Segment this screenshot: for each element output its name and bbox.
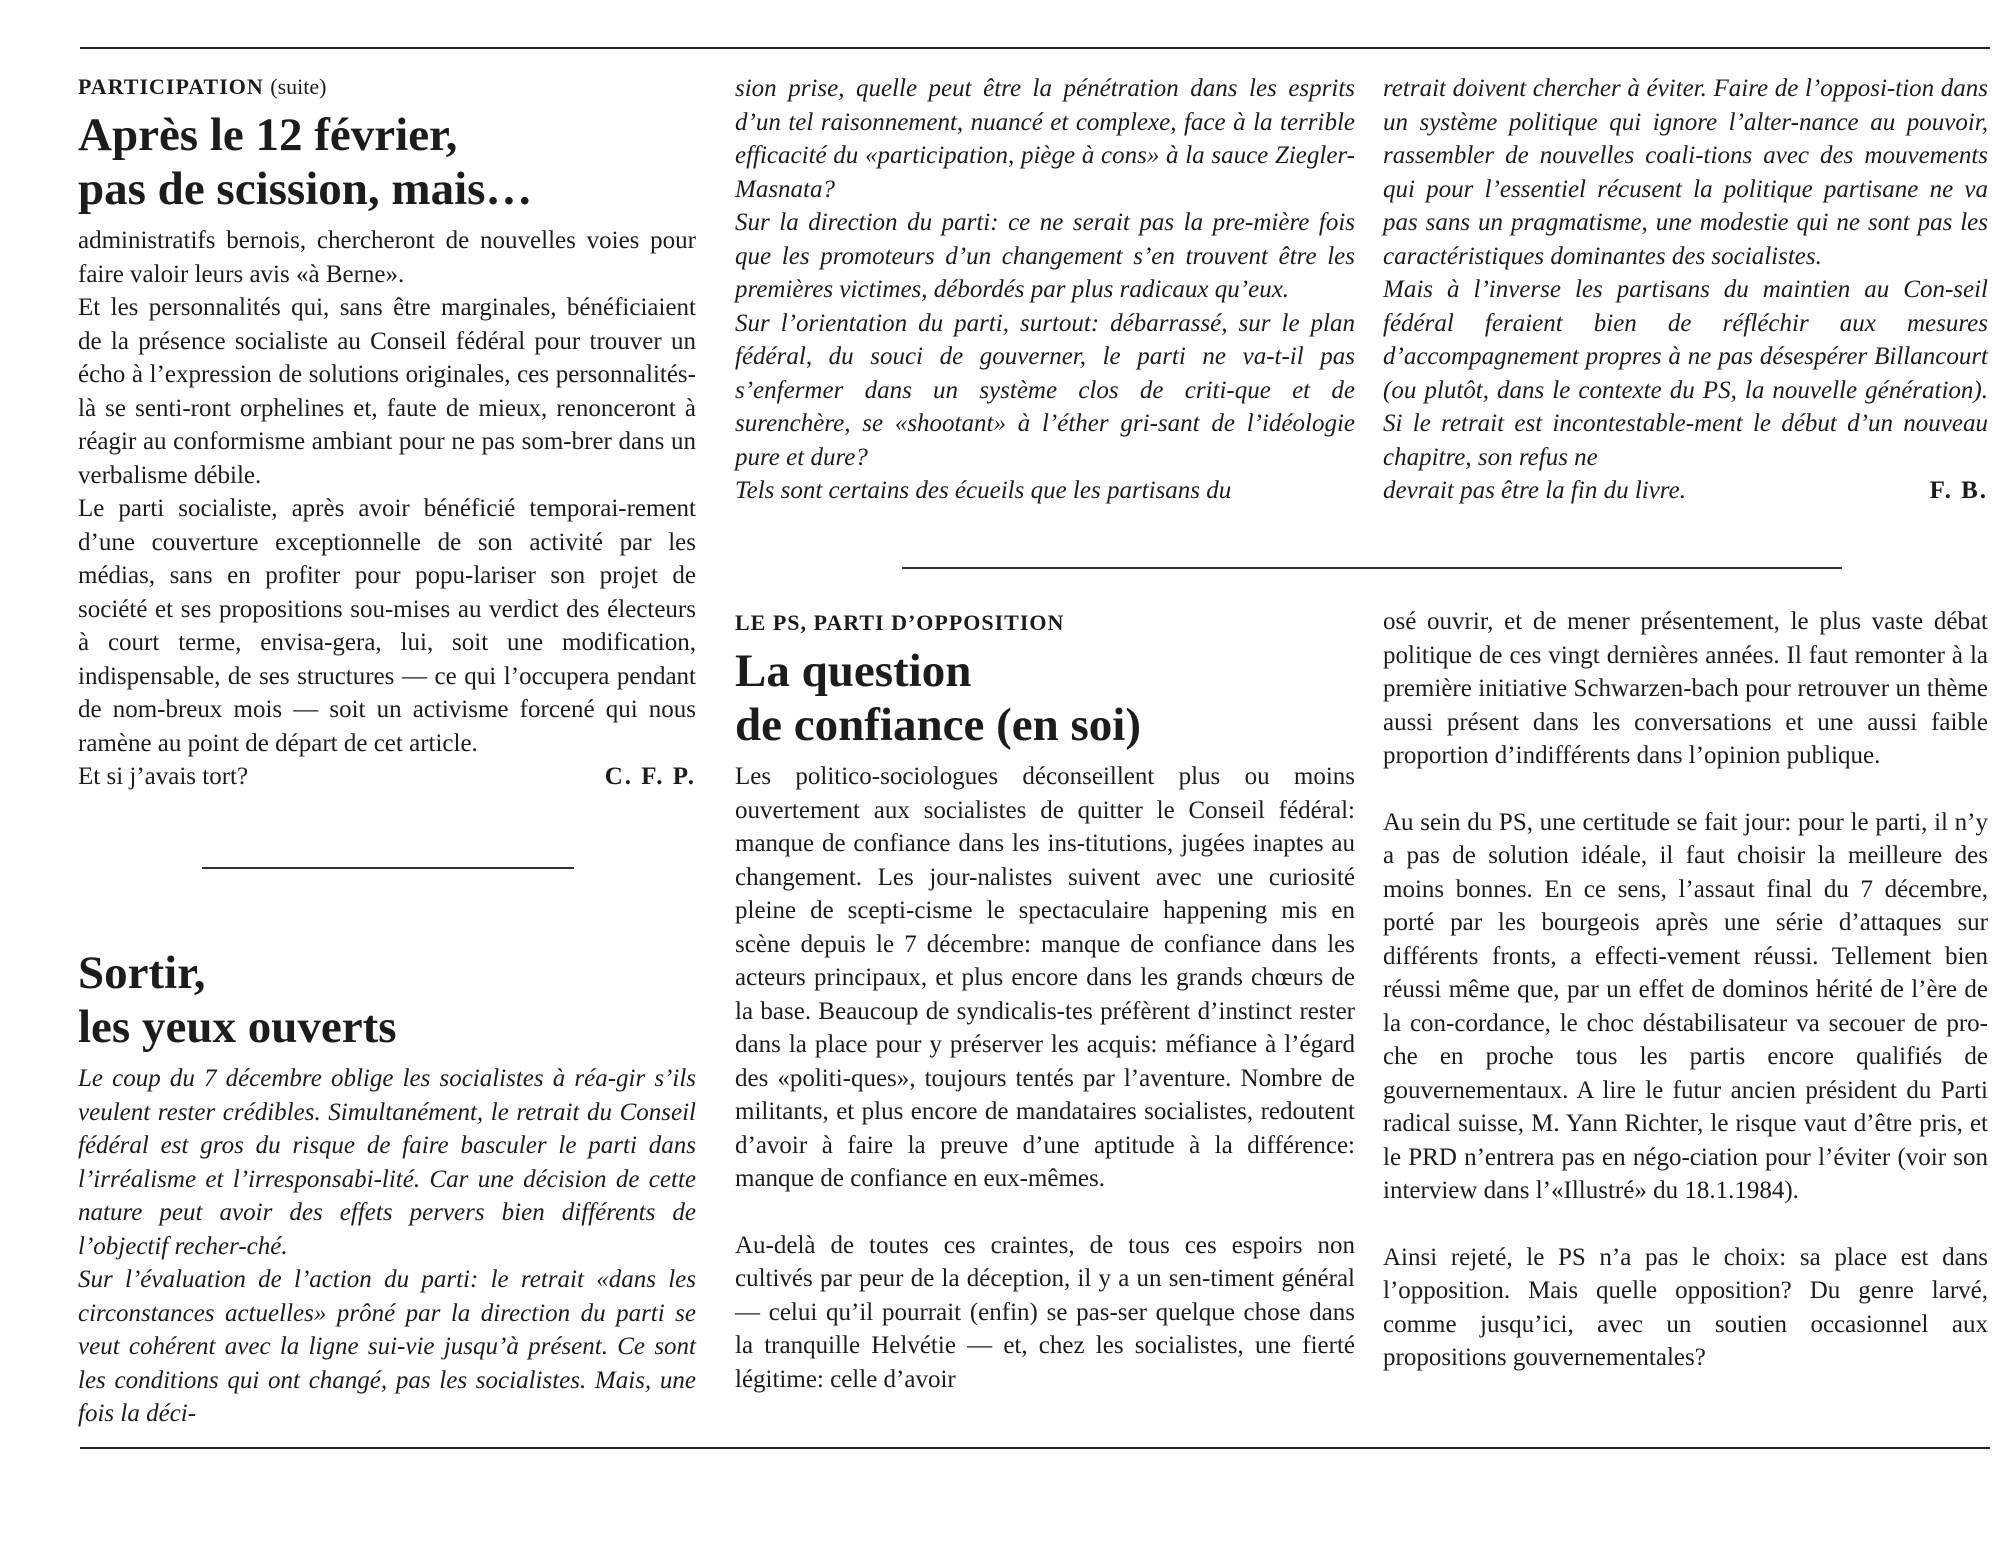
paragraph: Et les personnalités qui, sans être marginales, bénéficiaient de la présence socialiste au Conseil fédéral pour trouver un écho à l’expression de solutions originales, ces personnalités-là se senti-ront orphelines et, faute de mieux, renonceront à réagir au conformisme ambiant pour ne pas som-brer dans un verbalisme débile. <box>78 294 696 489</box>
paragraph: Au-delà de toutes ces craintes, de tous ces espoirs non cultivés par peur de la déception, il y a un sen-timent général — celui qu’il pourrait (enfin) se pas-ser quelque chose dans la tranquille Helvétie — et, chez les socialistes, une fierté légitime: celle d’avoir <box>735 1231 1355 1393</box>
paragraph: retrait doivent chercher à éviter. Faire de l’opposi-tion dans un système politique qui ignore l’alter-nance au pouvoir, rassembler de nouvelles coali-tions avec des mouvements qui pour l’essentiel récusent la politique partisane ne va pas sans un pragmatisme, une modestie qui ne sont pas les caractéristiques dominantes des socialistes. <box>1383 75 1988 270</box>
headline-line: Après le 12 février, <box>78 109 458 161</box>
paragraph: Les politico-sociologues déconseillent plus ou moins ouvertement aux socialistes de quitter le Conseil fédéral: manque de confiance dans les ins-titutions, jugées inaptes au changement. Les jour-nalistes suivent avec une curiosité pleine de scepti-cisme le spectaculaire happening mis en scène depuis le 7 décembre: manque de confiance dans les acteurs principaux, et plus encore dans les grands chœurs de la base. Beaucoup de syndicalis-tes préfèrent d’instinct rester dans la place pour y préserver les acquis: méfiance à l’égard des «politi-ques», toujours tentés par l’aventure. Nombre de militants, et plus encore de mandataires socialistes, redoutent d’avoir à faire la preuve d’une aptitude à la différence: manque de confiance en eux-mêmes. <box>735 763 1355 1192</box>
article-headline <box>78 946 696 1054</box>
paragraph: Le parti socialiste, après avoir bénéficié temporai-rement d’une couverture exceptionnelle de son activité par les médias, sans en profiter pour popu-lariser son projet de société et ses propositions sou-mises au verdict des électeurs à court terme, envisa-gera, lui, soit une modification, indispensable, de ses structures — ce qui l’occupera pendant de nom-breux mois — soit un activisme forcené qui nous ramène au point de départ de cet article. <box>78 495 696 757</box>
closing-line <box>1383 474 1988 508</box>
article-confiance-col1 <box>735 608 1355 1396</box>
kicker-suffix: (suite) <box>270 74 327 99</box>
article-participation <box>78 72 696 794</box>
paragraph: Au sein du PS, une certitude se fait jour: pour le parti, il n’y a pas de solution idéale, il faut choisir la meilleure des moins bonnes. En ce sens, l’assaut final du 7 décembre, porté par les bourgeois après une série d’attaques sur différents fronts, a effecti-vement réussi. Tellement bien réussi même que, par un effet de dominos hérité de l’ère de la con-cordance, le choc déstabilisateur va secouer de pro-che en proche tous les partis encore qualifiés de gouvernementaux. A lire le futur ancien président du Parti radical suisse, M. Yann Richter, le risque vaut d’être pris, et le PRD n’entrera pas en négo-ciation pour l’éviter (voir son interview dans l’«Illustré» du 18.1.1984). <box>1383 808 1988 1204</box>
kicker-text: PARTICIPATION <box>78 74 264 99</box>
separator-rule <box>902 567 1842 569</box>
paragraph: Sur l’orientation du parti, surtout: débarrassé, sur le plan fédéral, du souci de gouverner, le parti ne va-t-il pas s’enfermer dans un système clos de criti-que et de surenchère, se «shootant» à l’éther gri-sant de l’idéologie pure et dure? <box>735 309 1355 471</box>
article-headline <box>735 644 1355 752</box>
article-sortir-col1 <box>78 940 696 1431</box>
paragraph: Mais à l’inverse les partisans du maintien au Con-seil fédéral feraient bien de réfléchir aux mesures d’accompagnement propres à ne pas désespérer Billancourt (ou plutôt, dans le contexte du PS, la nouvelle génération). Si le retrait est incontestable-ment le début d’un nouveau chapitre, son refus ne <box>1383 276 1988 471</box>
paragraph: Le coup du 7 décembre oblige les socialistes à réa-gir s’ils veulent rester crédibles. Simultanément, le retrait du Conseil fédéral est gros du risque de faire basculer le parti dans l’irréalisme et l’irresponsabi-lité. Car une décision de cette nature peut avoir des effets pervers bien différents de l’objectif recher-ché. <box>78 1065 696 1260</box>
paragraph: osé ouvrir, et de mener présentement, le plus vaste débat politique de ces vingt dernières années. Il faut remonter à la première initiative Schwarzen-bach pour retrouver un thème aussi présent dans les conversations et une aussi faible proportion d’indifférents dans l’opinion publique. <box>1383 608 1988 769</box>
article-confiance-col2 <box>1383 605 1988 1375</box>
article-sortir-col2 <box>735 72 1355 508</box>
article-sortir-col3 <box>1383 72 1988 508</box>
headline-line: pas de scission, mais… <box>78 163 533 215</box>
paragraph: Tels sont certains des écueils que les partisans du <box>735 477 1232 504</box>
paragraph: administratifs bernois, chercheront de nouvelles voies pour faire valoir leurs avis «à Berne». <box>78 227 696 288</box>
headline-line: les yeux ouverts <box>78 1001 397 1053</box>
article-kicker <box>78 72 696 102</box>
bottom-rule <box>80 1447 1990 1449</box>
separator-rule <box>202 867 574 869</box>
closing-text: devrait pas être la fin du livre. <box>1383 477 1686 504</box>
top-rule <box>80 47 1990 49</box>
headline-line: Sortir, <box>78 947 206 999</box>
article-kicker: LE PS, PARTI D’OPPOSITION <box>735 610 1065 635</box>
paragraph: Ainsi rejeté, le PS n’a pas le choix: sa place est dans l’opposition. Mais quelle opposition? Du genre larvé, comme jusqu’ici, avec un soutien occasionnel aux propositions gouvernementales? <box>1383 1243 1988 1371</box>
closing-text: Et si j’avais tort? <box>78 763 249 790</box>
headline-line: La question <box>735 645 972 697</box>
paragraph: sion prise, quelle peut être la pénétration dans les esprits d’un tel raisonnement, nuancé et complexe, face à la terrible efficacité du «participation, piège à cons» à la sauce Ziegler-Masnata? <box>735 75 1355 203</box>
author-signature: C. F. P. <box>604 763 696 790</box>
article-headline <box>78 108 696 216</box>
headline-line: de confiance (en soi) <box>735 699 1141 751</box>
closing-line <box>78 760 696 794</box>
author-signature: F. B. <box>1929 477 1988 504</box>
paragraph: Sur la direction du parti: ce ne serait pas la pre-mière fois que les promoteurs d’un changement s’en trouvent être les premières victimes, débordés par plus radicaux qu’eux. <box>735 209 1355 303</box>
paragraph: Sur l’évaluation de l’action du parti: le retrait «dans les circonstances actuelles» prôné par la direction du parti se veut cohérent avec la ligne sui-vie jusqu’à présent. Ce sont les conditions qui ont changé, pas les socialistes. Mais, une fois la déci- <box>78 1266 696 1427</box>
